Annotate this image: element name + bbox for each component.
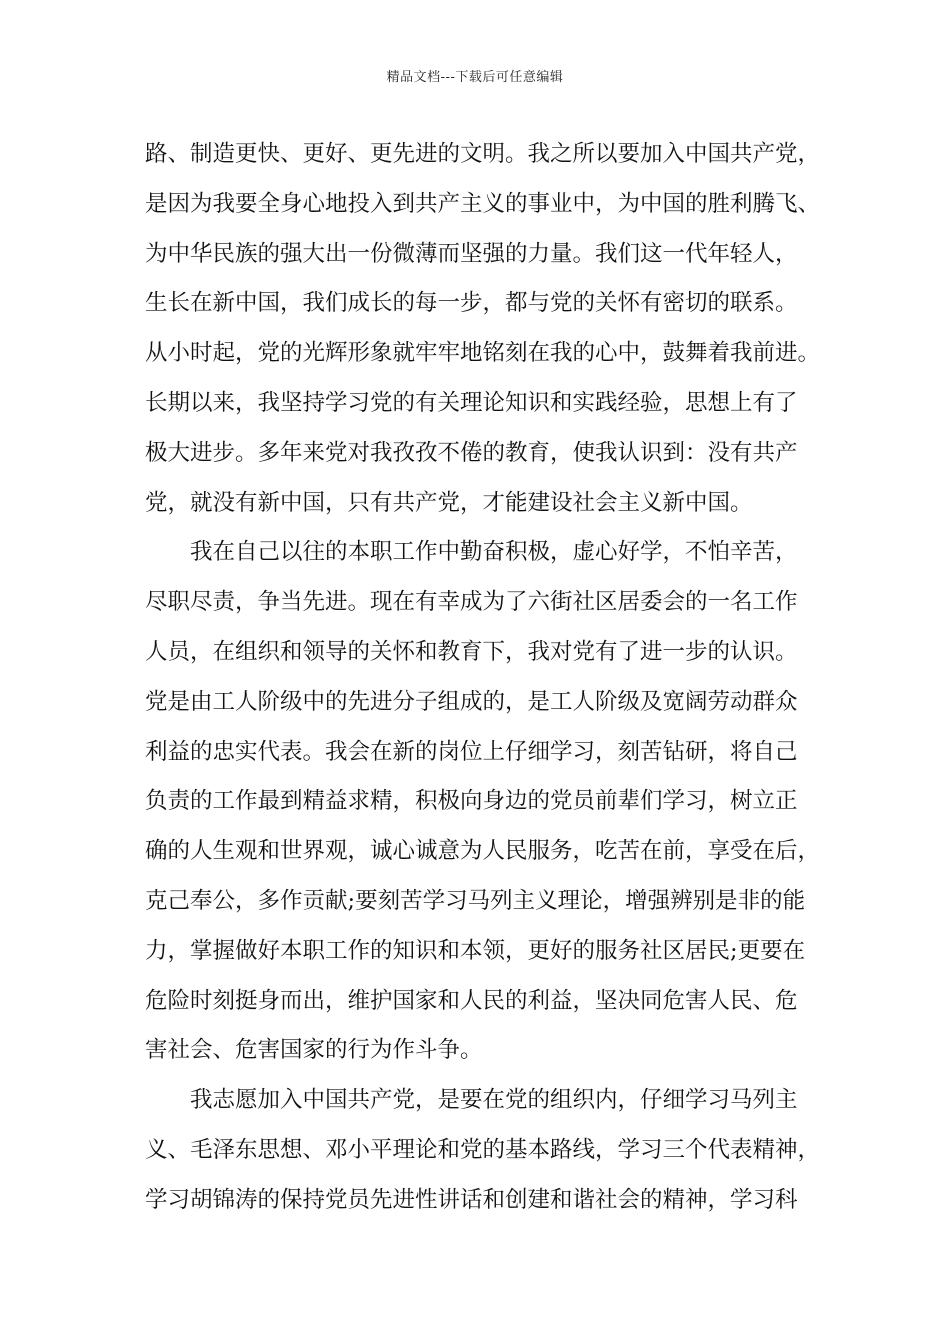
paragraph-1 [145,130,845,528]
text-line: 生长在新中国，我们成长的每一步，都与党的关怀有密切的联系。 [145,290,798,317]
text-line: 学习胡锦涛的保持党员先进性讲话和创建和谐社会的精神，学习科 [145,1186,798,1213]
text-line: 是因为我要全身心地投入到共产主义的事业中，为中国的胜利腾飞、 [145,190,821,217]
text-line: 从小时起，党的光辉形象就牢牢地铭刻在我的心中，鼓舞着我前进。 [145,340,821,367]
text-line: 克己奉公，多作贡献;要刻苦学习马列主义理论，增强辨别是非的能 [145,887,806,914]
text-line: 利益的忠实代表。我会在新的岗位上仔细学习，刻苦钻研，将自己 [145,738,798,765]
document-body [145,130,845,1226]
text-line: 党，就没有新中国，只有共产党，才能建设社会主义新中国。 [145,489,753,516]
page-header: 精品文档---下载后可任意编辑 [386,70,564,85]
text-line: 确的人生观和世界观，诚心诚意为人民服务，吃苦在前，享受在后， [145,838,821,865]
text-line: 党是由工人阶级中的先进分子组成的，是工人阶级及宽阔劳动群众 [145,688,798,715]
text-line: 我在自己以往的本职工作中勤奋积极，虚心好学，不怕辛苦， [190,539,798,566]
text-line: 我志愿加入中国共产党，是要在党的组织内，仔细学习马列主 [190,1087,798,1114]
text-line: 尽职尽责，争当先进。现在有幸成为了六街社区居委会的一名工作 [145,589,798,616]
paragraph-2 [145,528,845,1076]
paragraph-3 [145,1076,845,1225]
text-line: 危险时刻挺身而出，维护国家和人民的利益，坚决同危害人民、危 [145,987,798,1014]
text-line: 义、毛泽东思想、邓小平理论和党的基本路线，学习三个代表精神， [145,1136,821,1163]
text-line: 力，掌握做好本职工作的知识和本领，更好的服务社区居民;更要在 [145,937,806,964]
text-line: 人员，在组织和领导的关怀和教育下，我对党有了进一步的认识。 [145,638,798,665]
text-line: 负责的工作最到精益求精，积极向身边的党员前辈们学习，树立正 [145,788,798,815]
text-line: 害社会、危害国家的行为作斗争。 [145,1037,483,1064]
text-line: 为中华民族的强大出一份微薄而坚强的力量。我们这一代年轻人， [145,240,798,267]
text-line: 路、制造更快、更好、更先进的文明。我之所以要加入中国共产党， [145,141,821,167]
text-line: 极大进步。多年来党对我孜孜不倦的教育，使我认识到：没有共产 [145,439,798,466]
text-line: 长期以来，我坚持学习党的有关理论知识和实践经验，思想上有了 [145,389,798,416]
